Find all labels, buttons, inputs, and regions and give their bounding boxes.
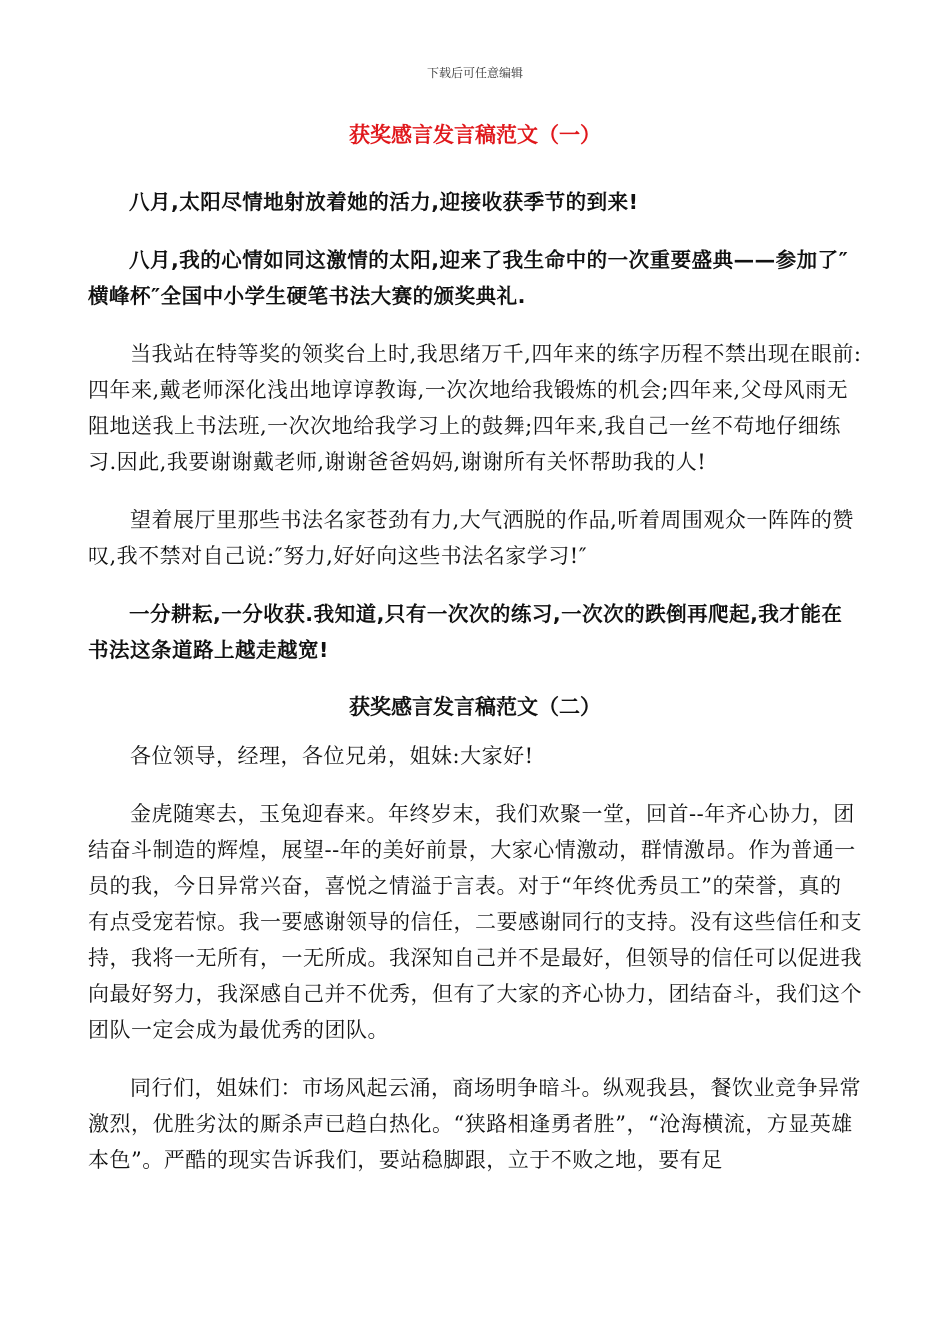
section-title-1: 获奖感言发言稿范文（一） [349,122,601,147]
section-title-2: 获奖感言发言稿范文（二） [349,694,601,719]
paragraph-2: 八月,我的心情如同这激情的太阳,迎来了我生命中的一次重要盛典——参加了″横峰杯″全国中小学生硬笔书法大赛的颁奖典礼. [88,248,849,308]
header-note: 下载后可任意编辑 [426,66,523,80]
document-body [88,118,862,1200]
paragraph-8: 同行们，姐妹们：市场风起云涌，商场明争暗斗。纵观我县，餐饮业竞争异常激烈，优胜劣汰的厮杀声已趋白热化。“狭路相逢勇者胜”，“沧海横流，方显英雄本色”。严酷的现实告诉我们，要站稳脚跟，立于不败之地，要有足 [88,1076,861,1172]
paragraph-4: 望着展厅里那些书法名家苍劲有力,大气洒脱的作品,听着周围观众一阵阵的赞叹,我不禁对自己说:″努力,好好向这些书法名家学习!″ [88,508,854,568]
paragraph-5: 一分耕耘,一分收获.我知道,只有一次次的练习,一次次的跌倒再爬起,我才能在书法这条道路上越走越宽! [88,602,843,662]
paragraph-7: 金虎随寒去，玉兔迎春来。年终岁末，我们欢聚一堂，回首--年齐心协力，团结奋斗制造的辉煌，展望--年的美好前景，大家心情激动，群情激昂。作为普通一员的我，今日异常兴奋，喜悦之情溢于言表。对于“年终优秀员工”的荣誉，真的有点受宠若惊。我一要感谢领导的信任，二要感谢同行的支持。没有这些信任和支持，我将一无所有，一无所成。我深知自己并不是最好，但领导的信任可以促进我向最好努力，我深感自己并不优秀，但有了大家的齐心协力，团结奋斗，我们这个团队一定会成为最优秀的团队。 [88,802,862,1042]
paragraph-3: 当我站在特等奖的领奖台上时,我思绪万千,四年来的练字历程不禁出现在眼前:四年来,戴老师深化浅出地谆谆教诲,一次次地给我锻炼的机会;四年来,父母风雨无阻地送我上书法班,一次次地给我学习上的鼓舞;四年来,我自己一丝不苟地仔细练习.因此,我要谢谢戴老师,谢谢爸爸妈妈,谢谢所有关怀帮助我的人! [88,342,862,474]
paragraph-1: 八月,太阳尽情地射放着她的活力,迎接收获季节的到来! [129,190,639,214]
paragraph-6: 各位领导，经理，各位兄弟，姐妹:大家好! [130,744,534,768]
